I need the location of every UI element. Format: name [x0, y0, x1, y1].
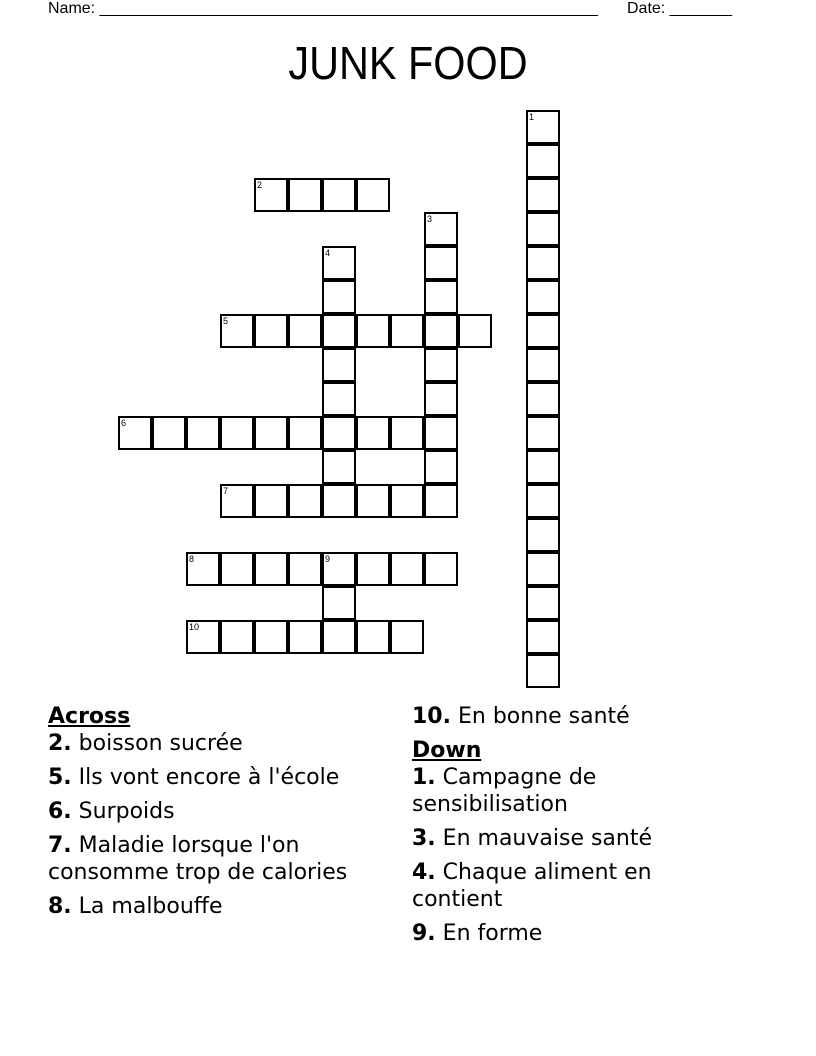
grid-cell[interactable]: [322, 382, 356, 416]
clue-item: [48, 832, 398, 886]
grid-cell[interactable]: [322, 178, 356, 212]
grid-cell[interactable]: [186, 552, 220, 586]
clue-number: 3: [427, 214, 433, 224]
clue-number-label: 3.: [412, 826, 436, 851]
grid-cell[interactable]: [424, 382, 458, 416]
grid-cell[interactable]: [526, 382, 560, 416]
grid-cell[interactable]: [390, 552, 424, 586]
down-heading: Down: [412, 738, 482, 763]
clue-text: Maladie lorsque l'on consomme trop de calories: [48, 833, 348, 885]
grid-cell[interactable]: [288, 620, 322, 654]
grid-cell[interactable]: [322, 484, 356, 518]
grid-cell[interactable]: [322, 348, 356, 382]
grid-cell[interactable]: [254, 620, 288, 654]
clue-number-label: 10.: [412, 704, 451, 729]
clue-text: Chaque aliment en contient: [412, 860, 652, 912]
clue-item: [48, 798, 398, 825]
clue-item: [48, 764, 398, 791]
grid-cell[interactable]: [526, 280, 560, 314]
grid-cell[interactable]: [220, 416, 254, 450]
clue-item: [412, 764, 712, 818]
grid-cell[interactable]: [356, 484, 390, 518]
clue-number-label: 9.: [412, 921, 436, 946]
grid-cell[interactable]: [526, 314, 560, 348]
clue-text: En bonne santé: [457, 704, 630, 729]
clue-text: Ils vont encore à l'école: [78, 765, 340, 790]
clue-text: En forme: [442, 921, 543, 946]
grid-cell[interactable]: [526, 654, 560, 688]
grid-cell[interactable]: [526, 586, 560, 620]
clue-number-label: 6.: [48, 799, 72, 824]
grid-cell[interactable]: [424, 450, 458, 484]
clue-text: Campagne de sensibilisation: [412, 765, 597, 817]
grid-cell[interactable]: [322, 586, 356, 620]
grid-cell[interactable]: [526, 144, 560, 178]
grid-cell[interactable]: [424, 416, 458, 450]
grid-cell[interactable]: [526, 246, 560, 280]
grid-cell[interactable]: [322, 280, 356, 314]
grid-cell[interactable]: [186, 416, 220, 450]
grid-cell[interactable]: [254, 314, 288, 348]
clue-item: [48, 893, 398, 920]
grid-cell[interactable]: [424, 212, 458, 246]
clue-text: boisson sucrée: [78, 731, 243, 756]
clue-number: 9: [325, 554, 331, 564]
grid-cell[interactable]: [186, 620, 220, 654]
clue-number: 2: [257, 180, 263, 190]
grid-cell[interactable]: [526, 518, 560, 552]
grid-cell[interactable]: [220, 314, 254, 348]
grid-cell[interactable]: [424, 484, 458, 518]
clue-text: Surpoids: [78, 799, 175, 824]
clue-number-label: 4.: [412, 860, 436, 885]
grid-cell[interactable]: [288, 416, 322, 450]
name-field[interactable]: Name: ________________________________________________________: [48, 0, 598, 17]
grid-cell[interactable]: [220, 620, 254, 654]
grid-cell[interactable]: [254, 484, 288, 518]
page-title: JUNK FOOD: [288, 37, 528, 89]
clue-item: [412, 920, 712, 947]
grid-cell[interactable]: [356, 620, 390, 654]
clue-item: [48, 730, 398, 757]
clue-text: La malbouffe: [78, 894, 223, 919]
grid-cell[interactable]: [254, 552, 288, 586]
grid-cell[interactable]: [526, 450, 560, 484]
clue-item: [412, 825, 712, 852]
grid-cell[interactable]: [526, 552, 560, 586]
grid-cell[interactable]: [424, 280, 458, 314]
grid-cell[interactable]: [356, 314, 390, 348]
grid-cell[interactable]: [526, 484, 560, 518]
grid-cell[interactable]: [424, 246, 458, 280]
grid-cell[interactable]: [526, 348, 560, 382]
clue-item: [412, 859, 712, 913]
grid-cell[interactable]: [356, 416, 390, 450]
clue-item: [412, 703, 712, 730]
grid-cell[interactable]: [322, 450, 356, 484]
clue-number: 8: [189, 554, 195, 564]
clue-number-label: 7.: [48, 833, 72, 858]
grid-cell[interactable]: [220, 484, 254, 518]
grid-cell[interactable]: [390, 620, 424, 654]
across-heading: Across: [48, 704, 131, 729]
grid-cell[interactable]: [322, 246, 356, 280]
grid-cell[interactable]: [254, 416, 288, 450]
grid-cell[interactable]: [458, 314, 492, 348]
clue-number: 5: [223, 316, 229, 326]
clue-number-label: 2.: [48, 731, 72, 756]
clue-text: En mauvaise santé: [442, 826, 653, 851]
grid-cell[interactable]: [526, 416, 560, 450]
grid-cell[interactable]: [424, 314, 458, 348]
grid-cell[interactable]: [390, 416, 424, 450]
grid-cell[interactable]: [118, 416, 152, 450]
grid-cell[interactable]: [288, 178, 322, 212]
grid-cell[interactable]: [152, 416, 186, 450]
clues-left-column: [48, 703, 398, 927]
grid-cell[interactable]: [424, 552, 458, 586]
clue-number: 7: [223, 486, 229, 496]
clue-number-label: 8.: [48, 894, 72, 919]
grid-cell[interactable]: [526, 620, 560, 654]
grid-cell[interactable]: [322, 620, 356, 654]
grid-cell[interactable]: [356, 552, 390, 586]
clues-right-column: [412, 703, 712, 954]
grid-cell[interactable]: [424, 348, 458, 382]
clue-number: 4: [325, 248, 331, 258]
grid-cell[interactable]: [526, 110, 560, 144]
grid-cell[interactable]: [526, 212, 560, 246]
grid-cell[interactable]: [322, 314, 356, 348]
grid-cell[interactable]: [390, 314, 424, 348]
grid-cell[interactable]: [322, 552, 356, 586]
clue-number-label: 5.: [48, 765, 72, 790]
grid-cell[interactable]: [288, 552, 322, 586]
clue-number-label: 1.: [412, 765, 436, 790]
grid-cell[interactable]: [322, 416, 356, 450]
grid-cell[interactable]: [288, 314, 322, 348]
grid-cell[interactable]: [288, 484, 322, 518]
grid-cell[interactable]: [526, 178, 560, 212]
clue-number: 1: [529, 112, 535, 122]
grid-cell[interactable]: [390, 484, 424, 518]
clue-number: 10: [189, 622, 200, 632]
date-field[interactable]: Date: _______: [627, 0, 732, 17]
clue-number: 6: [121, 418, 127, 428]
grid-cell[interactable]: [254, 178, 288, 212]
grid-cell[interactable]: [356, 178, 390, 212]
grid-cell[interactable]: [220, 552, 254, 586]
